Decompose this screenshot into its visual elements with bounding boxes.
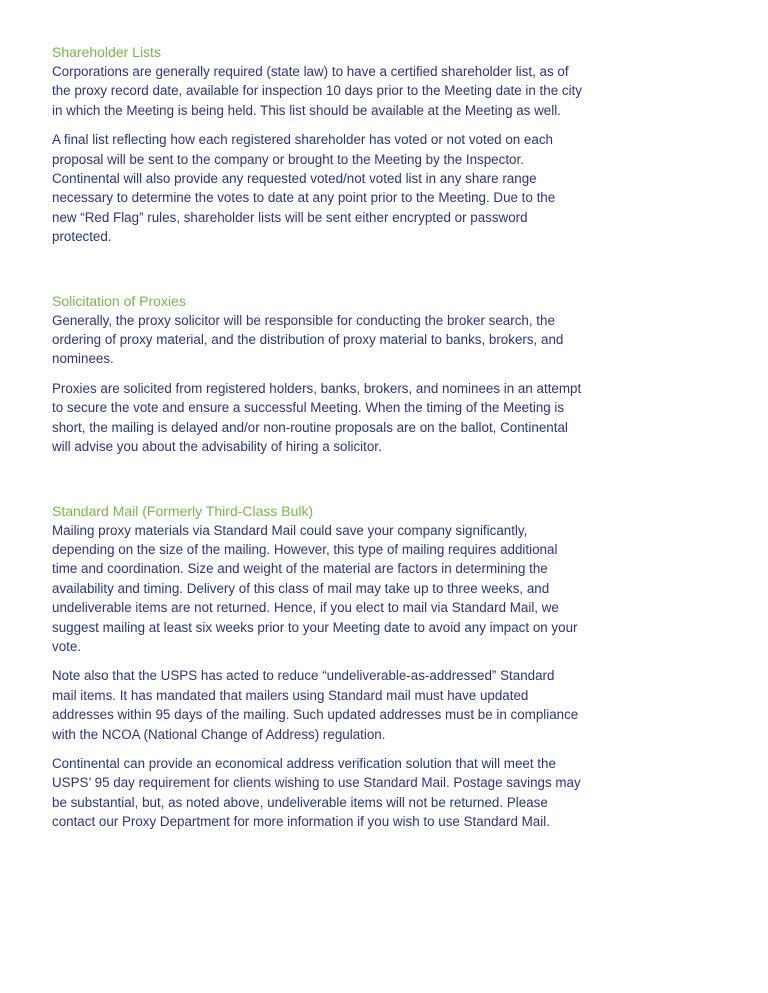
section-solicitation-of-proxies [52, 292, 582, 457]
section-standard-mail [52, 502, 582, 832]
section-spacer [52, 467, 582, 502]
section-heading: Shareholder Lists [52, 44, 161, 60]
paragraph: A final list reflecting how each registered shareholder has voted or not voted on each proposal will be sent to the company or brought to the Meeting by the Inspector. Continental will also provide any requested voted/not voted list in any share range necessary to determine the votes to date at any point prior to the Meeting. Due to the new “Red Flag” rules, shareholder lists will be sent either encrypted or password protected. [52, 132, 556, 245]
paragraph: Note also that the USPS has acted to reduce “undeliverable-as-addressed” Standard mail items. It has mandated that mailers using Standard mail must have updated addresses within 95 days of the mailing. Such updated addresses must be in compliance with the NCOA (National Change of Address) regulation. [52, 668, 579, 742]
section-spacer [52, 257, 582, 292]
paragraph: Mailing proxy materials via Standard Mail could save your company significantly, depending on the size of the mailing. However, this type of mailing requires additional time and coordination. Size and weight of the material are factors in determining the availability and timing. Delivery of this class of mail may take up to three weeks, and undeliverable items are not returned. Hence, if you elect to mail via Standard Mail, we suggest mailing at least six weeks prior to your Meeting date to avoid any impact on your vote. [52, 522, 578, 654]
section-shareholder-lists [52, 43, 582, 247]
section-heading: Solicitation of Proxies [52, 292, 186, 309]
paragraph: Generally, the proxy solicitor will be responsible for conducting the broker search, the ordering of proxy material, and the distribution of proxy material to banks, brokers, and nominees. [52, 312, 564, 367]
section-heading: Standard Mail (Formerly Third-Class Bulk) [52, 502, 314, 519]
paragraph: Corporations are generally required (state law) to have a certified shareholder list, as of the proxy record date, available for inspection 10 days prior to the Meeting date in the city in which the Meeting is being held. This list should be available at the Meeting as well. [52, 64, 582, 118]
paragraph: Proxies are solicited from registered holders, banks, brokers, and nominees in an attempt to secure the vote and ensure a successful Meeting. When the timing of the Meeting is short, the mailing is delayed and/or non-routine proposals are on the ballot, Continental will advise you about the advisability of hiring a solicitor. [52, 380, 582, 455]
paragraph: Continental can provide an economical address verification solution that will meet the USPS’ 95 day requirement for clients wishing to use Standard Mail. Postage savings may be substantial, but, as noted above, undeliverable items will not be returned. Please contact our Proxy Department for more information if you wish to use Standard Mail. [52, 755, 581, 830]
document-page [52, 43, 582, 842]
